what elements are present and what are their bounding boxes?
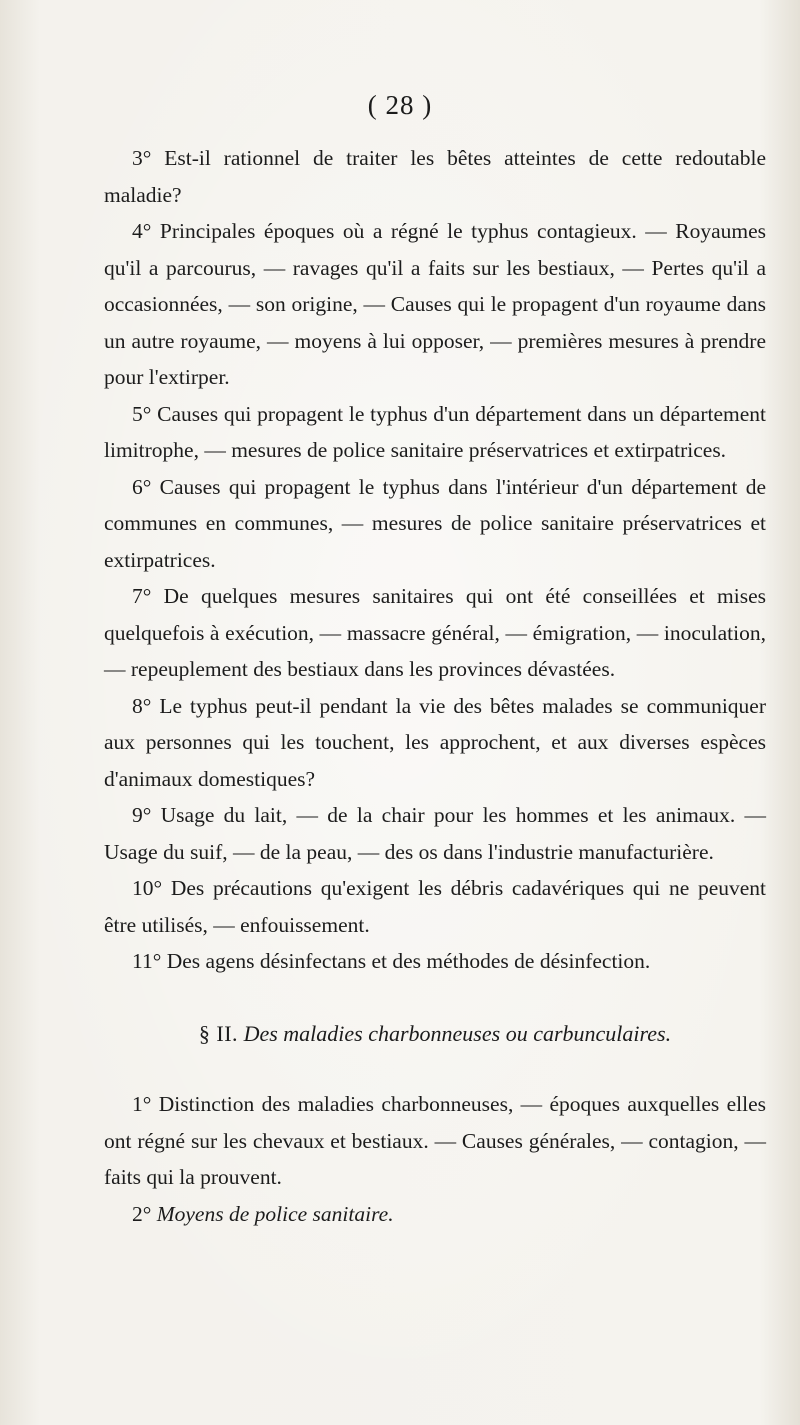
item-text: Causes qui propagent le typhus dans l'intérieur d'un département de communes en communes, — mesures de police sanitaire préservatrices et extirpatrices. <box>104 474 767 572</box>
list-item <box>104 943 766 980</box>
list-item <box>104 578 766 688</box>
item-text: Principales époques où a régné le typhus contagieux. — Royaumes qu'il a parcourus, — ravages qu'il a faits sur les bestiaux, — Pertes qu'il a occasionnées, — son origine, — Causes qui le propagent d'un royaume dans un autre royaume, — moyens à lui opposer, — premières mesures à prendre pour l'extirper. <box>104 219 766 389</box>
list-item <box>104 1196 766 1233</box>
item-text: Est-il rationnel de traiter les bêtes atteintes de cette redoutable maladie? <box>104 146 766 207</box>
item-number: 11° <box>132 949 162 973</box>
item-number: 4° <box>132 219 152 243</box>
section-heading <box>104 1016 766 1053</box>
section-title: Des maladies charbonneuses ou carbunculaires. <box>243 1020 672 1046</box>
item-number: 8° <box>132 693 152 718</box>
section-mark: § II. <box>198 1020 239 1046</box>
list-item <box>104 213 766 396</box>
item-number: 7° <box>132 584 152 608</box>
item-number: 10° <box>132 876 163 900</box>
item-text: Usage du lait, — de la chair pour les hommes et les animaux. — Usage du suif, — de la peau, — des os dans l'industrie manufacturière. <box>104 803 766 864</box>
list-item <box>104 396 766 469</box>
list-item <box>104 140 766 213</box>
item-number: 1° <box>132 1092 152 1116</box>
item-text: Le typhus peut-il pendant la vie des bêtes malades se communiquer aux personnes qui les touchent, les approchent, et aux diverses espèces d'animaux domestiques? <box>104 693 766 791</box>
list-item <box>104 1086 766 1196</box>
item-number: 6° <box>132 474 152 499</box>
item-number: 5° <box>132 401 152 426</box>
body-text <box>104 140 766 1232</box>
list-item <box>104 688 766 798</box>
item-number: 3° <box>132 146 152 170</box>
item-text: Moyens de police sanitaire. <box>156 1201 394 1226</box>
item-number: 9° <box>132 803 152 827</box>
item-text: Des précautions qu'exigent les débris cadavériques qui ne peuvent être utilisés, — enfouissement. <box>104 876 766 937</box>
page-number: ( 28 ) <box>367 90 433 120</box>
item-text: Causes qui propagent le typhus d'un département dans un département limitrophe, — mesures de police sanitaire préservatrices et extirpatrices. <box>104 401 767 462</box>
list-item <box>104 469 766 579</box>
list-item <box>104 870 766 943</box>
list-item <box>104 797 766 870</box>
item-text: Des agens désinfectans et des méthodes de désinfection. <box>166 949 651 973</box>
item-text: Distinction des maladies charbonneuses, — époques auxquelles elles ont régné sur les chevaux et bestiaux. — Causes générales, — contagion, — faits qui la prouvent. <box>104 1092 766 1189</box>
item-text: De quelques mesures sanitaires qui ont été conseillées et mises quelquefois à exécution, — massacre général, — émigration, — inoculation, — repeuplement des bestiaux dans les provinces dévastées. <box>104 584 767 681</box>
item-number: 2° <box>132 1201 152 1226</box>
